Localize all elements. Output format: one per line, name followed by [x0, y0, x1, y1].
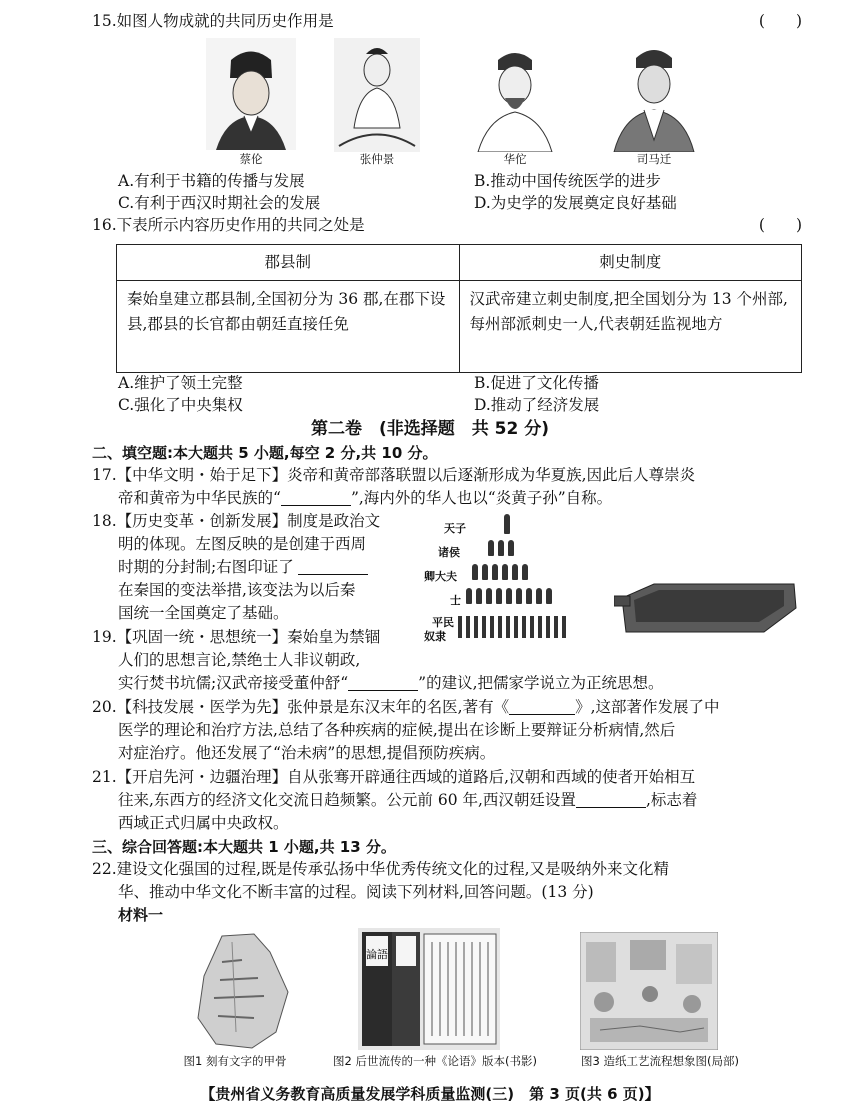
- section-2-title: 第二卷 (非选择题 共 52 分): [310, 419, 550, 439]
- q16-stem: 16.下表所示内容历史作用的共同之处是: [92, 216, 365, 234]
- caption-hua-tuo: 华佗: [503, 152, 527, 166]
- table-header-cishi: 刺史制度: [459, 245, 802, 281]
- pyramid-label-pingmin: 平民: [432, 616, 454, 629]
- q18-line-5: 国统一全国奠定了基础。: [118, 604, 289, 622]
- q20-line-2: 医学的理论和治疗方法,总结了各种疾病的症候,提出在诊断上要辩证分析病情,然后: [118, 721, 676, 739]
- table-cell-junxian: 秦始皇建立郡县制,全国初分为 36 郡,在郡下设县,郡县的长官都由朝廷直接任免: [117, 281, 460, 373]
- part-2-heading: 二、填空题:本大题共 5 小题,每空 2 分,共 10 分。: [92, 444, 438, 462]
- q19-line-1: 19.【巩固一统・思想统一】秦始皇为禁锢: [92, 628, 381, 646]
- pyramid-label-shi: 士: [450, 594, 461, 607]
- q18-line-4: 在秦国的变法举措,该变法为以后秦: [118, 581, 356, 599]
- q18-line-1: 18.【历史变革・创新发展】制度是政治文: [92, 512, 381, 530]
- q20-line-1b: 》,这部著作发展了中: [575, 698, 720, 716]
- sima-qian-portrait: [610, 40, 698, 152]
- q20-blank[interactable]: [509, 698, 575, 715]
- part-3-heading: 三、综合回答题:本大题共 1 小题,共 13 分。: [92, 838, 396, 856]
- q15-option-d[interactable]: D.为史学的发展奠定良好基础: [474, 194, 677, 212]
- q15-answer-paren: ( ): [758, 12, 802, 30]
- q19-blank[interactable]: [348, 674, 418, 691]
- lunyu-book-image: [358, 928, 500, 1050]
- feudal-pyramid-figure: [424, 512, 574, 644]
- q15-option-a[interactable]: A.有利于书籍的传播与发展: [118, 172, 305, 190]
- q22-line-1: 22.建设文化强国的过程,既是传承弘扬中华优秀传统文化的过程,又是吸纳外来文化精: [92, 860, 670, 878]
- q18-line-3: [118, 556, 368, 578]
- pyramid-label-nuli: 奴隶: [424, 630, 446, 643]
- caption-fig3: 图3 造纸工艺流程想象图(局部): [581, 1054, 739, 1068]
- zhang-zhongjing-portrait: [334, 38, 420, 152]
- cai-lun-portrait: [206, 38, 296, 150]
- table-header-junxian: 郡县制: [117, 245, 460, 281]
- q20-line-3: 对症治疗。他还发展了“治未病”的思想,提倡预防疾病。: [118, 744, 496, 762]
- lunyu-cover-title: 論語: [366, 948, 388, 961]
- caption-fig1: 图1 刻有文字的甲骨: [183, 1054, 287, 1068]
- caption-fig2: 图2 后世流传的一种《论语》版本(书影): [333, 1054, 537, 1068]
- q21-line-2a: 往来,东西方的经济文化交流日趋频繁。公元前 60 年,西汉朝廷设置: [118, 791, 576, 809]
- q17-line-2: [118, 487, 612, 509]
- q21-line-2: [118, 789, 697, 811]
- caption-cai-lun: 蔡伦: [239, 152, 263, 166]
- q19-line-3-text: 实行焚书坑儒;汉武帝接受董仲舒“: [118, 674, 349, 692]
- q18-line-3-text: 时期的分封制;右图印证了: [118, 558, 294, 576]
- caption-sima-qian: 司马迁: [636, 152, 672, 166]
- q22-line-2: 华、推动中华文化不断丰富的过程。阅读下列材料,回答问题。(13 分): [118, 883, 594, 901]
- q17-line-1: 17.【中华文明・始于足下】炎帝和黄帝部落联盟以后逐渐形成为华夏族,因此后人尊崇炎: [92, 466, 696, 484]
- q15-stem: 15.如图人物成就的共同历史作用是: [92, 12, 334, 30]
- pyramid-label-zhuhou: 诸侯: [438, 546, 460, 559]
- caption-zhang-zhongjing: 张仲景: [359, 152, 395, 166]
- oracle-bone-image: [192, 932, 292, 1050]
- q20-line-1a: 20.【科技发展・医学为先】张仲景是东汉末年的名医,著有《: [92, 698, 510, 716]
- q16-answer-paren: ( ): [758, 216, 802, 234]
- q16-comparison-table: [116, 244, 802, 373]
- q19-line-3-tail: ”的建议,把儒家学说立为正统思想。: [418, 674, 664, 692]
- q16-option-d[interactable]: D.推动了经济发展: [474, 396, 600, 414]
- q17-blank[interactable]: [281, 489, 351, 506]
- q19-line-3: [118, 672, 664, 694]
- q15-option-c[interactable]: C.有利于西汉时期社会的发展: [118, 194, 321, 212]
- q16-option-b[interactable]: B.促进了文化传播: [474, 374, 599, 392]
- q22-material-label: 材料一: [118, 906, 164, 924]
- q21-line-3: 西域正式归属中央政权。: [118, 814, 289, 832]
- q21-blank[interactable]: [576, 791, 646, 808]
- pyramid-label-qingdafu: 卿大夫: [424, 570, 457, 583]
- q16-option-c[interactable]: C.强化了中央集权: [118, 396, 243, 414]
- q16-option-a[interactable]: A.维护了领土完整: [118, 374, 243, 392]
- q18-line-2: 明的体现。左图反映的是创建于西周: [118, 535, 367, 553]
- page-footer: 【贵州省义务教育高质量发展学科质量监测(三) 第 3 页(共 6 页)】: [200, 1085, 660, 1103]
- hua-tuo-portrait: [470, 40, 560, 152]
- q17-line-2b: ”,海内外的华人也以“炎黄子孙”自称。: [350, 489, 613, 507]
- papermaking-image: [580, 932, 718, 1050]
- q20-line-1: [92, 696, 720, 718]
- pyramid-label-tianzi: 天子: [444, 522, 466, 535]
- q18-blank[interactable]: [298, 558, 368, 575]
- table-cell-cishi: 汉武帝建立刺史制度,把全国划分为 13 个州部,每州部派刺史一人,代表朝廷监视地方: [459, 281, 802, 373]
- measuring-vessel-image: [614, 570, 800, 640]
- q21-line-2b: ,标志着: [645, 791, 698, 809]
- q21-line-1: 21.【开启先河・边疆治理】自从张骞开辟通往西域的道路后,汉朝和西域的使者开始相互: [92, 768, 696, 786]
- q15-option-b[interactable]: B.推动中国传统医学的进步: [474, 172, 661, 190]
- q19-line-2: 人们的思想言论,禁绝士人非议朝政,: [118, 651, 361, 669]
- q17-line-2a: 帝和黄帝为中华民族的“: [118, 489, 281, 507]
